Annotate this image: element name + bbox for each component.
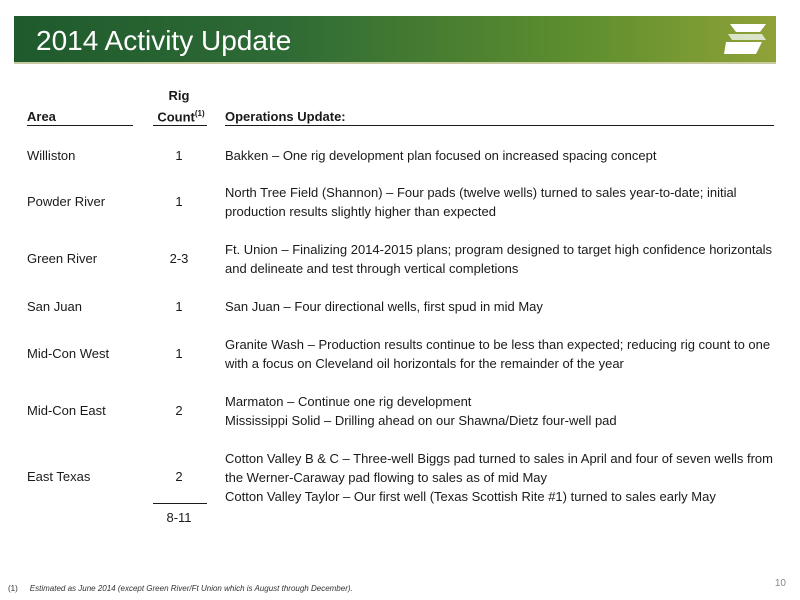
total-rule — [153, 503, 207, 504]
footnote-text: Estimated as June 2014 (except Green River/Ft Union which is August through December). — [29, 584, 353, 593]
column-header-rig-top: Rig — [168, 88, 190, 103]
row-area: San Juan — [27, 299, 82, 314]
page-title: 2014 Activity Update — [36, 25, 292, 56]
row-rig-count: 1 — [175, 148, 183, 163]
page-number: 10 — [774, 578, 786, 589]
row-operations: Ft. Union – Finalizing 2014-2015 plans; program designed to target high confidence horizontals and delineate and test through vertical completions — [225, 242, 773, 276]
column-header-area: Area — [27, 109, 56, 124]
column-header-rig-count — [153, 109, 209, 124]
column-header-operations: Operations Update: — [225, 109, 346, 124]
rig-count-total: 8-11 — [166, 510, 192, 525]
row-rig-count: 2-3 — [169, 251, 189, 266]
company-logo-icon — [722, 20, 770, 58]
row-area: Green River — [27, 251, 98, 266]
row-operations: San Juan – Four directional wells, first spud in mid May — [225, 299, 543, 314]
title-bar — [14, 16, 776, 64]
row-area: Mid-Con West — [27, 346, 110, 361]
rig-count-footnote-mark: (1) — [194, 109, 205, 118]
rig-count-label: Count — [157, 109, 195, 125]
row-rig-count: 2 — [175, 403, 183, 418]
row-rig-count: 1 — [175, 346, 183, 361]
row-area: Mid-Con East — [27, 403, 106, 418]
row-operations: Bakken – One rig development plan focused on increased spacing concept — [225, 148, 657, 163]
row-area: Powder River — [27, 194, 106, 209]
rig-header-underline — [153, 125, 207, 126]
row-rig-count: 2 — [175, 469, 183, 484]
footnote-mark: (1) — [8, 584, 18, 593]
row-operations: Marmaton – Continue one rig development Mississippi Solid – Drilling ahead on our Shawna/Dietz four-well pad — [225, 394, 617, 428]
row-operations: Granite Wash – Production results continue to be less than expected; reducing rig count to one with a focus on Cleveland oil horizontals for the remainder of the year — [225, 337, 771, 371]
row-operations: Cotton Valley B & C – Three-well Biggs pad turned to sales in April and four of seven wells from the Werner-Caraway pad flowing to sales as of mid May Cotton Valley Taylor – Our first well (Texas Scottish Rite #1) turned to sales early May — [225, 451, 773, 504]
row-area: Williston — [27, 148, 76, 163]
row-rig-count: 1 — [175, 194, 183, 209]
row-rig-count: 1 — [175, 299, 183, 314]
row-operations: North Tree Field (Shannon) – Four pads (twelve wells) turned to sales year-to-date; initial production results slightly higher than expected — [225, 185, 737, 219]
row-area: East Texas — [27, 469, 91, 484]
ops-header-underline — [225, 125, 774, 126]
footnote — [8, 584, 353, 593]
area-header-underline — [27, 125, 133, 126]
